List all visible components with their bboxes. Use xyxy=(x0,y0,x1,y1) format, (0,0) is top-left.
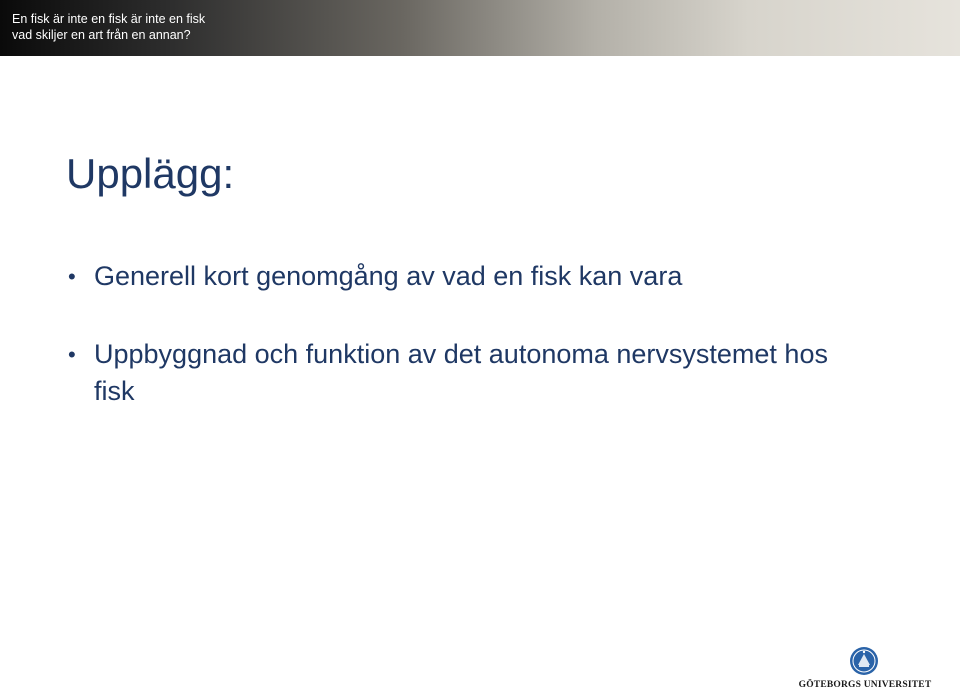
header-band xyxy=(0,0,960,56)
bullet-item xyxy=(66,258,926,295)
bullet-list xyxy=(66,258,926,410)
bullet-text: Generell kort genomgång av vad en fisk kan vara xyxy=(94,261,683,291)
bullet-icon: • xyxy=(68,342,76,367)
university-logo xyxy=(790,644,940,692)
bullet-text: Uppbyggnad och funktion av det autonoma nervsystemet hos fisk xyxy=(94,339,828,406)
bullet-icon: • xyxy=(68,264,76,289)
university-seal-icon xyxy=(849,646,879,676)
bullet-item xyxy=(66,336,926,410)
slide-title: Upplägg: xyxy=(66,150,235,197)
header-line-2: vad skiljer en art från en annan? xyxy=(12,28,191,42)
header-text xyxy=(12,11,205,43)
header-line-1: En fisk är inte en fisk är inte en fisk xyxy=(12,12,206,26)
logo-wordmark: GÖTEBORGS UNIVERSITET xyxy=(798,680,932,690)
